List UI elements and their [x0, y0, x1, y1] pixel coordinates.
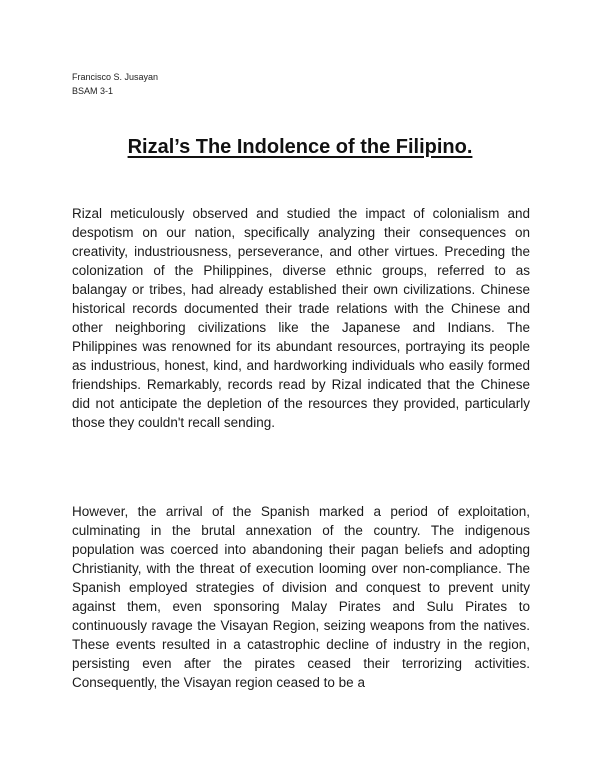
author-block — [72, 70, 158, 98]
class-section: BSAM 3-1 — [72, 86, 114, 96]
paragraph-2: However, the arrival of the Spanish marked a period of exploitation, culminating in the brutal annexation of the country. The indigenous population was coerced into abandoning their pagan beliefs and adopting Christianity, with the threat of execution looming over non-compliance. The Spanish employed strategies of division and conquest to prevent unity against them, even sponsoring Malay Pirates and Sulu Pirates to continuously ravage the Visayan Region, seizing weapons from the natives. These events resulted in a catastrophic decline of industry in the region, persisting even after the pirates ceased their terrorizing activities. Consequently, the Visayan region ceased to be a — [72, 503, 530, 690]
document-title: Rizal’s The Indolence of the Filipino. — [127, 136, 473, 158]
author-name: Francisco S. Jusayan — [72, 72, 159, 82]
paragraph-1: Rizal meticulously observed and studied the impact of colonialism and despotism on our nation, specifically analyzing their consequences on creativity, industriousness, perseverance, and other virtues. Preceding the colonization of the Philippines, diverse ethnic groups, referred to as balangay or tribes, had already established their own civilizations. Chinese historical records documented their trade relations with the Chinese and other neighboring civilizations like the Japanese and Indians. The Philippines was renowned for its abundant resources, portraying its people as industrious, honest, kind, and hardworking individuals who easily formed friendships. Remarkably, records read by Rizal indicated that the Chinese did not anticipate the depletion of the resources they provided, particularly those they couldn't recall sending. — [72, 205, 530, 430]
